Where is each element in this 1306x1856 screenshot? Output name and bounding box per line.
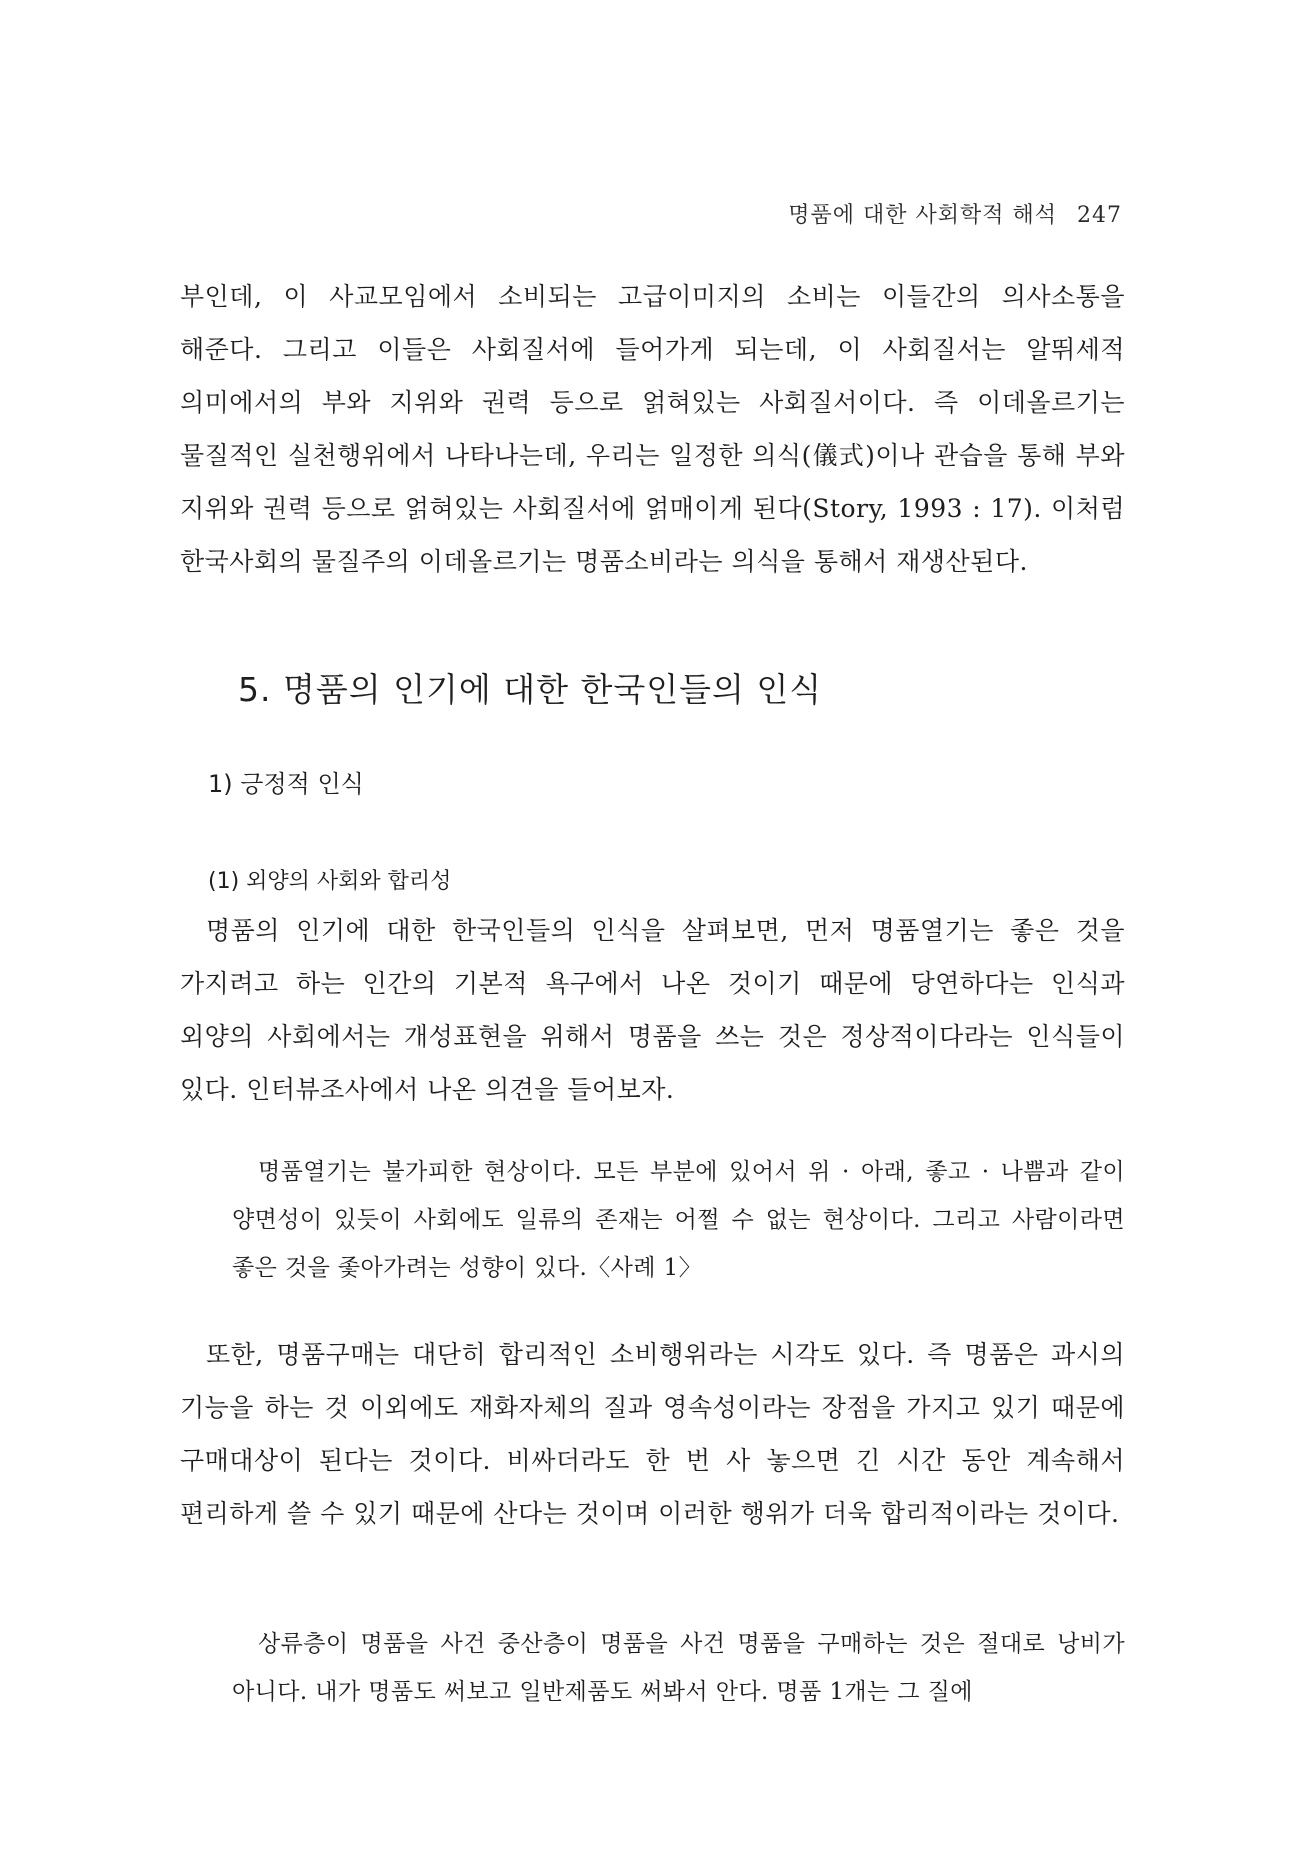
subsubsection-heading: (1) 외양의 사회와 합리성 bbox=[208, 869, 452, 894]
running-head-title: 명품에 대한 사회학적 해석 bbox=[788, 203, 1057, 228]
body-paragraph-3: 또한, 명품구매는 대단히 합리적인 소비행위라는 시각도 있다. 즉 명품은 과시의 기능을 하는 것 이외에도 재화자체의 질과 영속성이라는 장점을 가지고 있기 때문에 구매대상이 된다는 것이다. 비싸더라도 한 번 사 놓으면 긴 시간 동안 계속해서 편리하게 쓸 수 있기 때문에 산다는 것이며 이러한 행위가 더욱 합리적이라는 것이다. bbox=[180, 1340, 1125, 1528]
body-paragraph-2: 명품의 인기에 대한 한국인들의 인식을 살펴보면, 먼저 명품열기는 좋은 것을 가지려고 하는 인간의 기본적 욕구에서 나온 것이기 때문에 당연하다는 인식과 외양의 사회에서는 개성표현을 위해서 명품을 쓰는 것은 정상적이다라는 인식들이 있다. 인터뷰조사에서 나온 의견을 들어보자. bbox=[180, 916, 1125, 1104]
interview-quote-1: 명품열기는 불가피한 현상이다. 모든 부분에 있어서 위 · 아래, 좋고 · 나쁨과 같이 양면성이 있듯이 사회에도 일류의 존재는 어쩔 수 없는 현상이다. 그리고 사람이라면 좋은 것을 좇아가려는 성향이 있다.〈사례 1〉 bbox=[232, 1159, 1125, 1281]
running-head bbox=[788, 198, 1122, 229]
subsection-heading: 1) 긍정적 인식 bbox=[208, 770, 364, 798]
page-number: 247 bbox=[1077, 203, 1122, 228]
section-heading: 5. 명품의 인기에 대한 한국인들의 인식 bbox=[238, 670, 823, 709]
interview-quote-2: 상류층이 명품을 사건 중산층이 명품을 사건 명품을 구매하는 것은 절대로 낭비가 아니다. 내가 명품도 써보고 일반제품도 써봐서 안다. 명품 1개는 그 질에 bbox=[232, 1631, 1125, 1705]
body-paragraph-1: 부인데, 이 사교모임에서 소비되는 고급이미지의 소비는 이들간의 의사소통을 해준다. 그리고 이들은 사회질서에 들어가게 되는데, 이 사회질서는 알뛰세적 의미에서의 부와 지위와 권력 등으로 얽혀있는 사회질서이다. 즉 이데올르기는 물질적인 실천행위에서 나타나는데, 우리는 일정한 의식(儀式)이나 관습을 통해 부와 지위와 권력 등으로 얽혀있는 사회질서에 얽매이게 된다(Story, 1993 : 17). 이처럼 한국사회의 물질주의 이데올르기는 명품소비라는 의식을 통해서 재생산된다. bbox=[180, 282, 1125, 576]
